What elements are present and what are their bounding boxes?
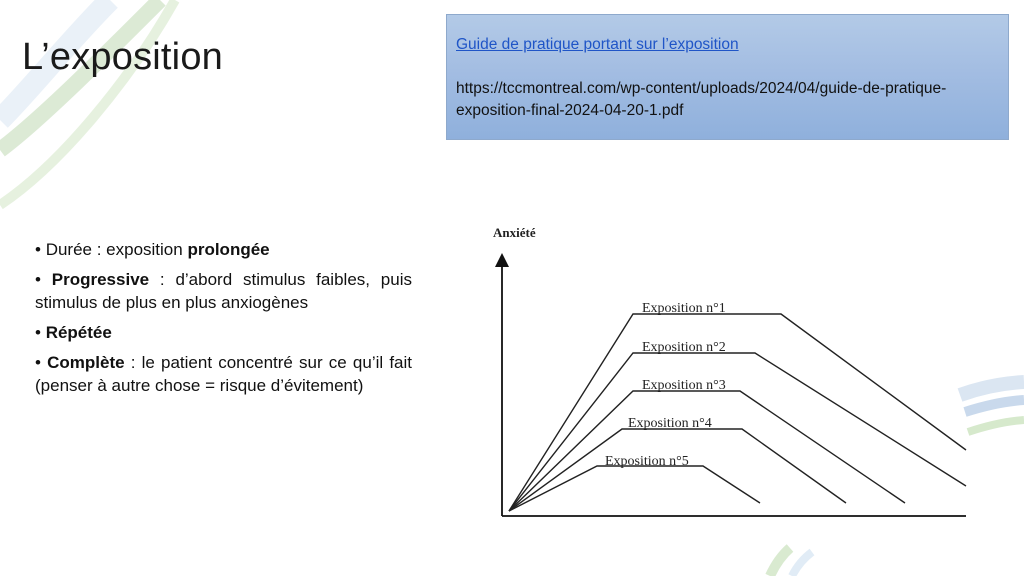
- bullet-complete: [35, 351, 412, 397]
- bullet-progressive: [35, 268, 412, 314]
- y-axis-arrow: [495, 253, 509, 267]
- bullet-duration: [35, 238, 412, 261]
- curve-label: Exposition n°3: [642, 378, 726, 393]
- bullet-repeated: [35, 321, 412, 344]
- curve-exposition-3: [509, 378, 905, 511]
- exposition-diagram: [480, 218, 980, 528]
- curve-label: Exposition n°5: [605, 454, 689, 469]
- bullet-rest: : le patient concentré sur ce qu’il fait (penser à autre chose = risque d’évitement): [35, 353, 412, 395]
- reference-box: [446, 14, 1009, 140]
- curve-exposition-1: [509, 301, 966, 511]
- bullet-keyword: Progressive: [51, 270, 150, 289]
- guide-url: https://tccmontreal.com/wp-content/uploads/2024/04/guide-de-pratique-exposition-final-2024-04-20-1.pdf: [456, 80, 947, 119]
- bullet-lead: Durée : exposition: [45, 240, 183, 259]
- bullet-list: [35, 238, 412, 404]
- curve-exposition-2: [509, 340, 966, 511]
- curve-label: Exposition n°2: [642, 340, 726, 355]
- bullet-marker: •: [35, 353, 41, 372]
- bullet-marker: •: [35, 240, 41, 259]
- guide-link[interactable]: Guide de pratique portant sur l’exposition: [456, 36, 739, 53]
- bullet-keyword: Complète: [47, 353, 125, 372]
- bullet-marker: •: [35, 270, 41, 289]
- bullet-keyword: Répétée: [45, 323, 112, 342]
- curve-label: Exposition n°1: [642, 301, 726, 316]
- bullet-rest: : d’abord stimulus faibles, puis stimulus de plus en plus anxiogènes: [35, 270, 412, 312]
- slide-title: L’exposition: [22, 36, 223, 78]
- bullet-marker: •: [35, 323, 41, 342]
- y-axis-label: Anxiété: [493, 225, 536, 240]
- bullet-keyword: prolongée: [187, 240, 270, 259]
- curve-label: Exposition n°4: [628, 416, 712, 431]
